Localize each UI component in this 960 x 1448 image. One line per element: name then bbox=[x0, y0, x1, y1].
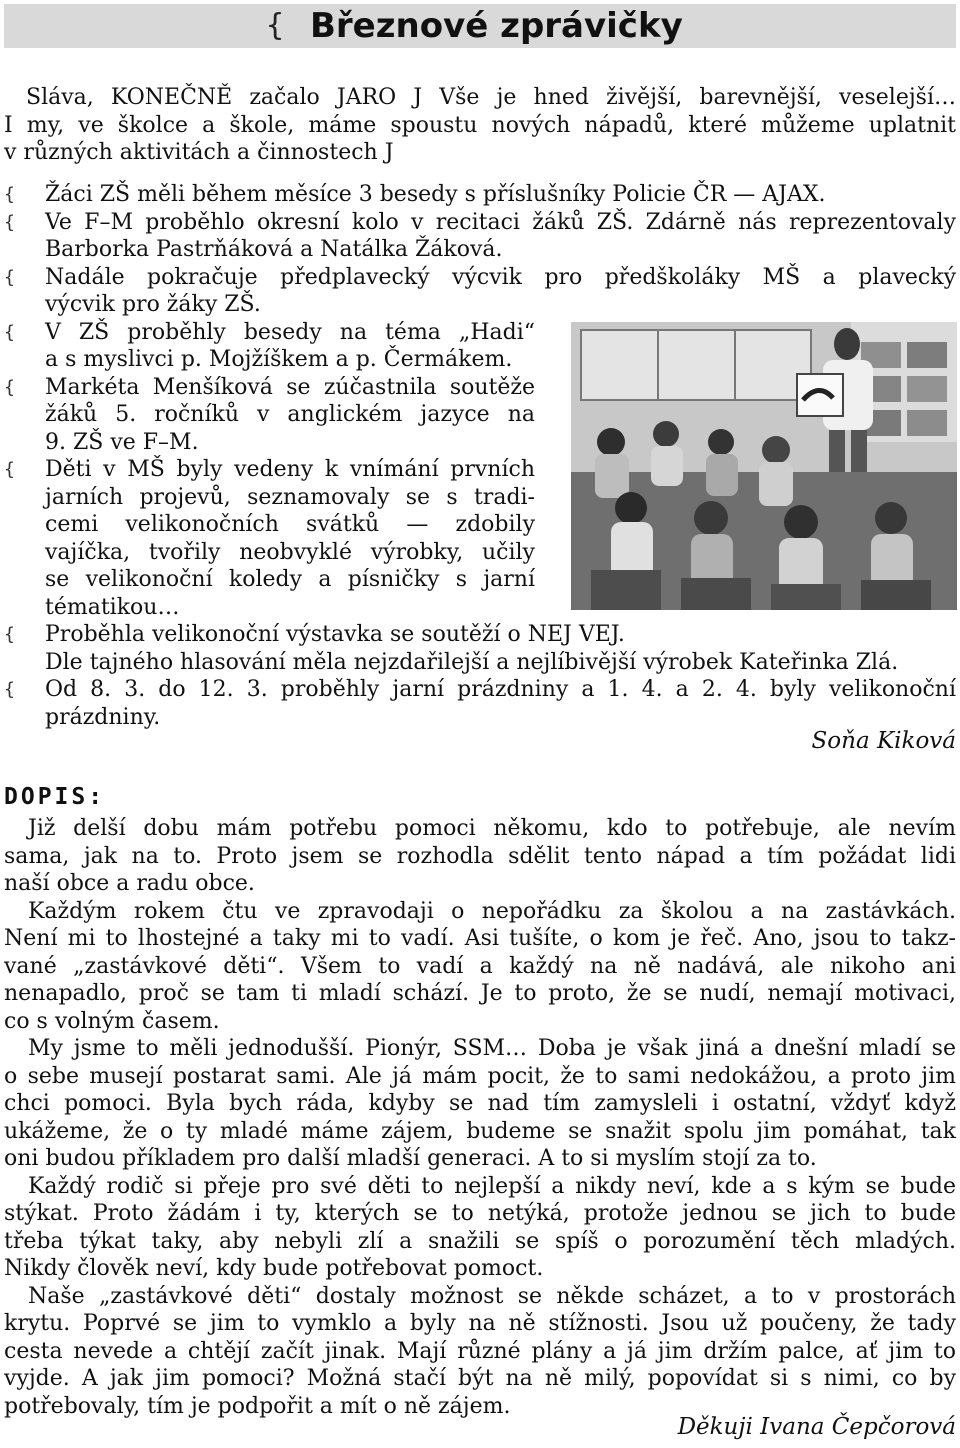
letter-line: o sebe musejí postarat sami. Ale já mám pocit, že to sami nedokážou, a proto jim bbox=[4, 1063, 956, 1089]
letter-line: cesta nevede a chtějí začít jinak. Mají různé plány a já jim držím palce, ať jim to bbox=[4, 1338, 956, 1364]
list-item-text: Barborka Pastrňáková a Natálka Žáková. bbox=[45, 237, 503, 262]
list-item-text: 9. ZŠ ve F–M. bbox=[45, 429, 199, 455]
list-item-text: Od 8. 3. do 12. 3. proběhly jarní prázdniny a 1. 4. a 2. 4. byly velikonoční bbox=[45, 677, 956, 702]
list-item bbox=[4, 264, 956, 319]
list-item-text: výcvik pro žáky ZŠ. bbox=[45, 292, 261, 317]
signature-author: Soňa Kiková bbox=[811, 728, 956, 754]
letter-line: vané „zastávkové děti“. Všem to vadí a každý na ně nadává, ale nikoho ani bbox=[4, 953, 956, 979]
letter-line: Naše „zastávkové děti“ dostaly možnost se někde scházet, a to v prostorách bbox=[28, 1283, 956, 1309]
list-item-text: V ZŠ proběhly besedy na téma „Hadi“ bbox=[45, 319, 535, 345]
list-item-text: se velikonoční koledy a písničky s jarní bbox=[45, 567, 535, 592]
list-item-text: Ve F–M proběhlo okresní kolo v recitaci žáků ZŠ. Zdárně nás reprezentovaly bbox=[45, 209, 956, 235]
bullet-icon: { bbox=[4, 321, 15, 343]
list-item-text: Žáci ZŠ měli během měsíce 3 besedy s příslušníky Policie ČR — AJAX. bbox=[45, 182, 826, 207]
intro-paragraph bbox=[4, 84, 956, 167]
list-item-text: Proběhla velikonoční výstavka se soutěží o NEJ VEJ. bbox=[45, 622, 625, 647]
classroom-photo bbox=[571, 322, 957, 610]
list-item-text: Dle tajného hlasování měla nejzdařilejší a nejlíbivější výrobek Kateřinka Zlá. bbox=[45, 649, 899, 675]
list-item bbox=[4, 181, 956, 209]
bullet-icon: { bbox=[4, 211, 15, 233]
bullet-icon: { bbox=[4, 624, 15, 645]
letter-line: krytu. Poprvé se jim to vymklo a byly na ně stížnosti. Jsou už poučeny, že tady bbox=[4, 1311, 956, 1336]
letter-line: Není mi to lhostejné a taky mi to vadí. Asi tušíte, o kom je řeč. Ano, jsou to takz- bbox=[4, 926, 956, 951]
letter-line: Každý rodič si přeje pro své děti to nejlepší a nikdy neví, kde a s kým se bude bbox=[28, 1173, 956, 1199]
letter-line: potřebovaly, tím je podpořit a mít o ně zájem. bbox=[4, 1393, 511, 1419]
list-item bbox=[4, 676, 956, 731]
letter-line: nenapadlo, proč se tam ti mladí schází. Je to proto, že se nudí, nemají motivaci, bbox=[4, 981, 956, 1006]
letter-line: co s volným časem. bbox=[4, 1008, 220, 1034]
bullet-icon: { bbox=[4, 376, 15, 398]
list-item-text: jarních projevů, seznamovaly se s tradi- bbox=[45, 484, 535, 510]
intro-line: I my, ve školce a škole, máme spoustu nových nápadů, které můžeme uplatnit bbox=[4, 112, 956, 138]
list-item bbox=[4, 621, 956, 676]
letter-line: naší obce a radu obce. bbox=[4, 871, 255, 896]
list-item-text: tématikou… bbox=[45, 594, 180, 620]
header-bullet-icon: { bbox=[266, 8, 285, 43]
list-item-text: Děti v MŠ byly vedeny k vnímání prvních bbox=[45, 457, 535, 482]
list-item-text: a s myslivci p. Mojžíškem a p. Čermákem. bbox=[45, 347, 513, 372]
letter-line: ukážeme, že o ty mladé máme zájem, budeme se snažit spolu jim pomáhat, tak bbox=[4, 1118, 956, 1144]
section-header bbox=[4, 4, 956, 48]
letter-line: třeba týkat taky, aby nebyli zlí a snažili se spíš o porozumění těch mladých. bbox=[4, 1228, 956, 1254]
list-item-text: vajíčka, tvořily neobvyklé výrobky, učily bbox=[45, 539, 535, 565]
bullet-icon: { bbox=[4, 266, 15, 288]
signature-letter: Děkuji Ivana Čepčorová bbox=[670, 1414, 956, 1442]
classroom-photo-illustration bbox=[571, 322, 957, 610]
list-item bbox=[4, 209, 956, 264]
letter-line: oni budou příkladem pro další mladší generaci. A to si myslím stojí za to. bbox=[4, 1146, 817, 1171]
letter-line: vyjde. A jak jim pomoci? Možná stačí být na ně milý, popovídat si s nimi, co by bbox=[4, 1366, 956, 1391]
bullet-icon: { bbox=[4, 679, 15, 700]
page-title: Březnové zprávičky bbox=[310, 6, 683, 46]
intro-line: v různých aktivitách a činnostech J bbox=[4, 140, 394, 165]
list-item-text: Nadále pokračuje předplavecký výcvik pro předškoláky MŠ a plavecký bbox=[45, 264, 956, 290]
list-item-text: prázdniny. bbox=[45, 704, 161, 730]
bullet-icon: { bbox=[4, 459, 15, 480]
list-item-text: Markéta Menšíková se zúčastnila soutěže bbox=[45, 374, 535, 400]
intro-line: Sláva, KONEČNĚ začalo JARO J Vše je hned živější, barevnější, veselejší… bbox=[26, 85, 956, 110]
letter-line: Každým rokem čtu ve zpravodaji o nepořádku za školou a na zastávkách. bbox=[28, 898, 956, 924]
letter-line: My jsme to měli jednodušší. Pionýr, SSM… Doba je však jiná a dnešní mladí se bbox=[28, 1036, 956, 1061]
letter-line: stýkat. Proto žádám i ty, kterých se to netýká, protože jednou se jich to bude bbox=[4, 1201, 956, 1226]
letter-line: Již delší dobu mám potřebu pomoci někomu, kdo to potřebuje, ale nevím bbox=[28, 816, 956, 841]
letter-line: Nikdy člověk neví, kdy bude potřebovat pomoct. bbox=[4, 1256, 544, 1281]
letter-line: sama, jak na to. Proto jsem se rozhodla sdělit tento nápad a tím požádat lidi bbox=[4, 843, 956, 869]
letter-line: chci pomoci. Byla bych ráda, kdyby se nad tím zamysleli i ostatní, vždyť když bbox=[4, 1091, 956, 1116]
list-item-text: žáků 5. ročníků v anglickém jazyce na bbox=[45, 402, 535, 427]
letter-body bbox=[4, 815, 956, 1420]
list-item-text: cemi velikonočních svátků — zdobily bbox=[45, 512, 535, 537]
letter-heading: DOPIS: bbox=[4, 784, 106, 810]
bullet-icon: { bbox=[4, 184, 15, 205]
